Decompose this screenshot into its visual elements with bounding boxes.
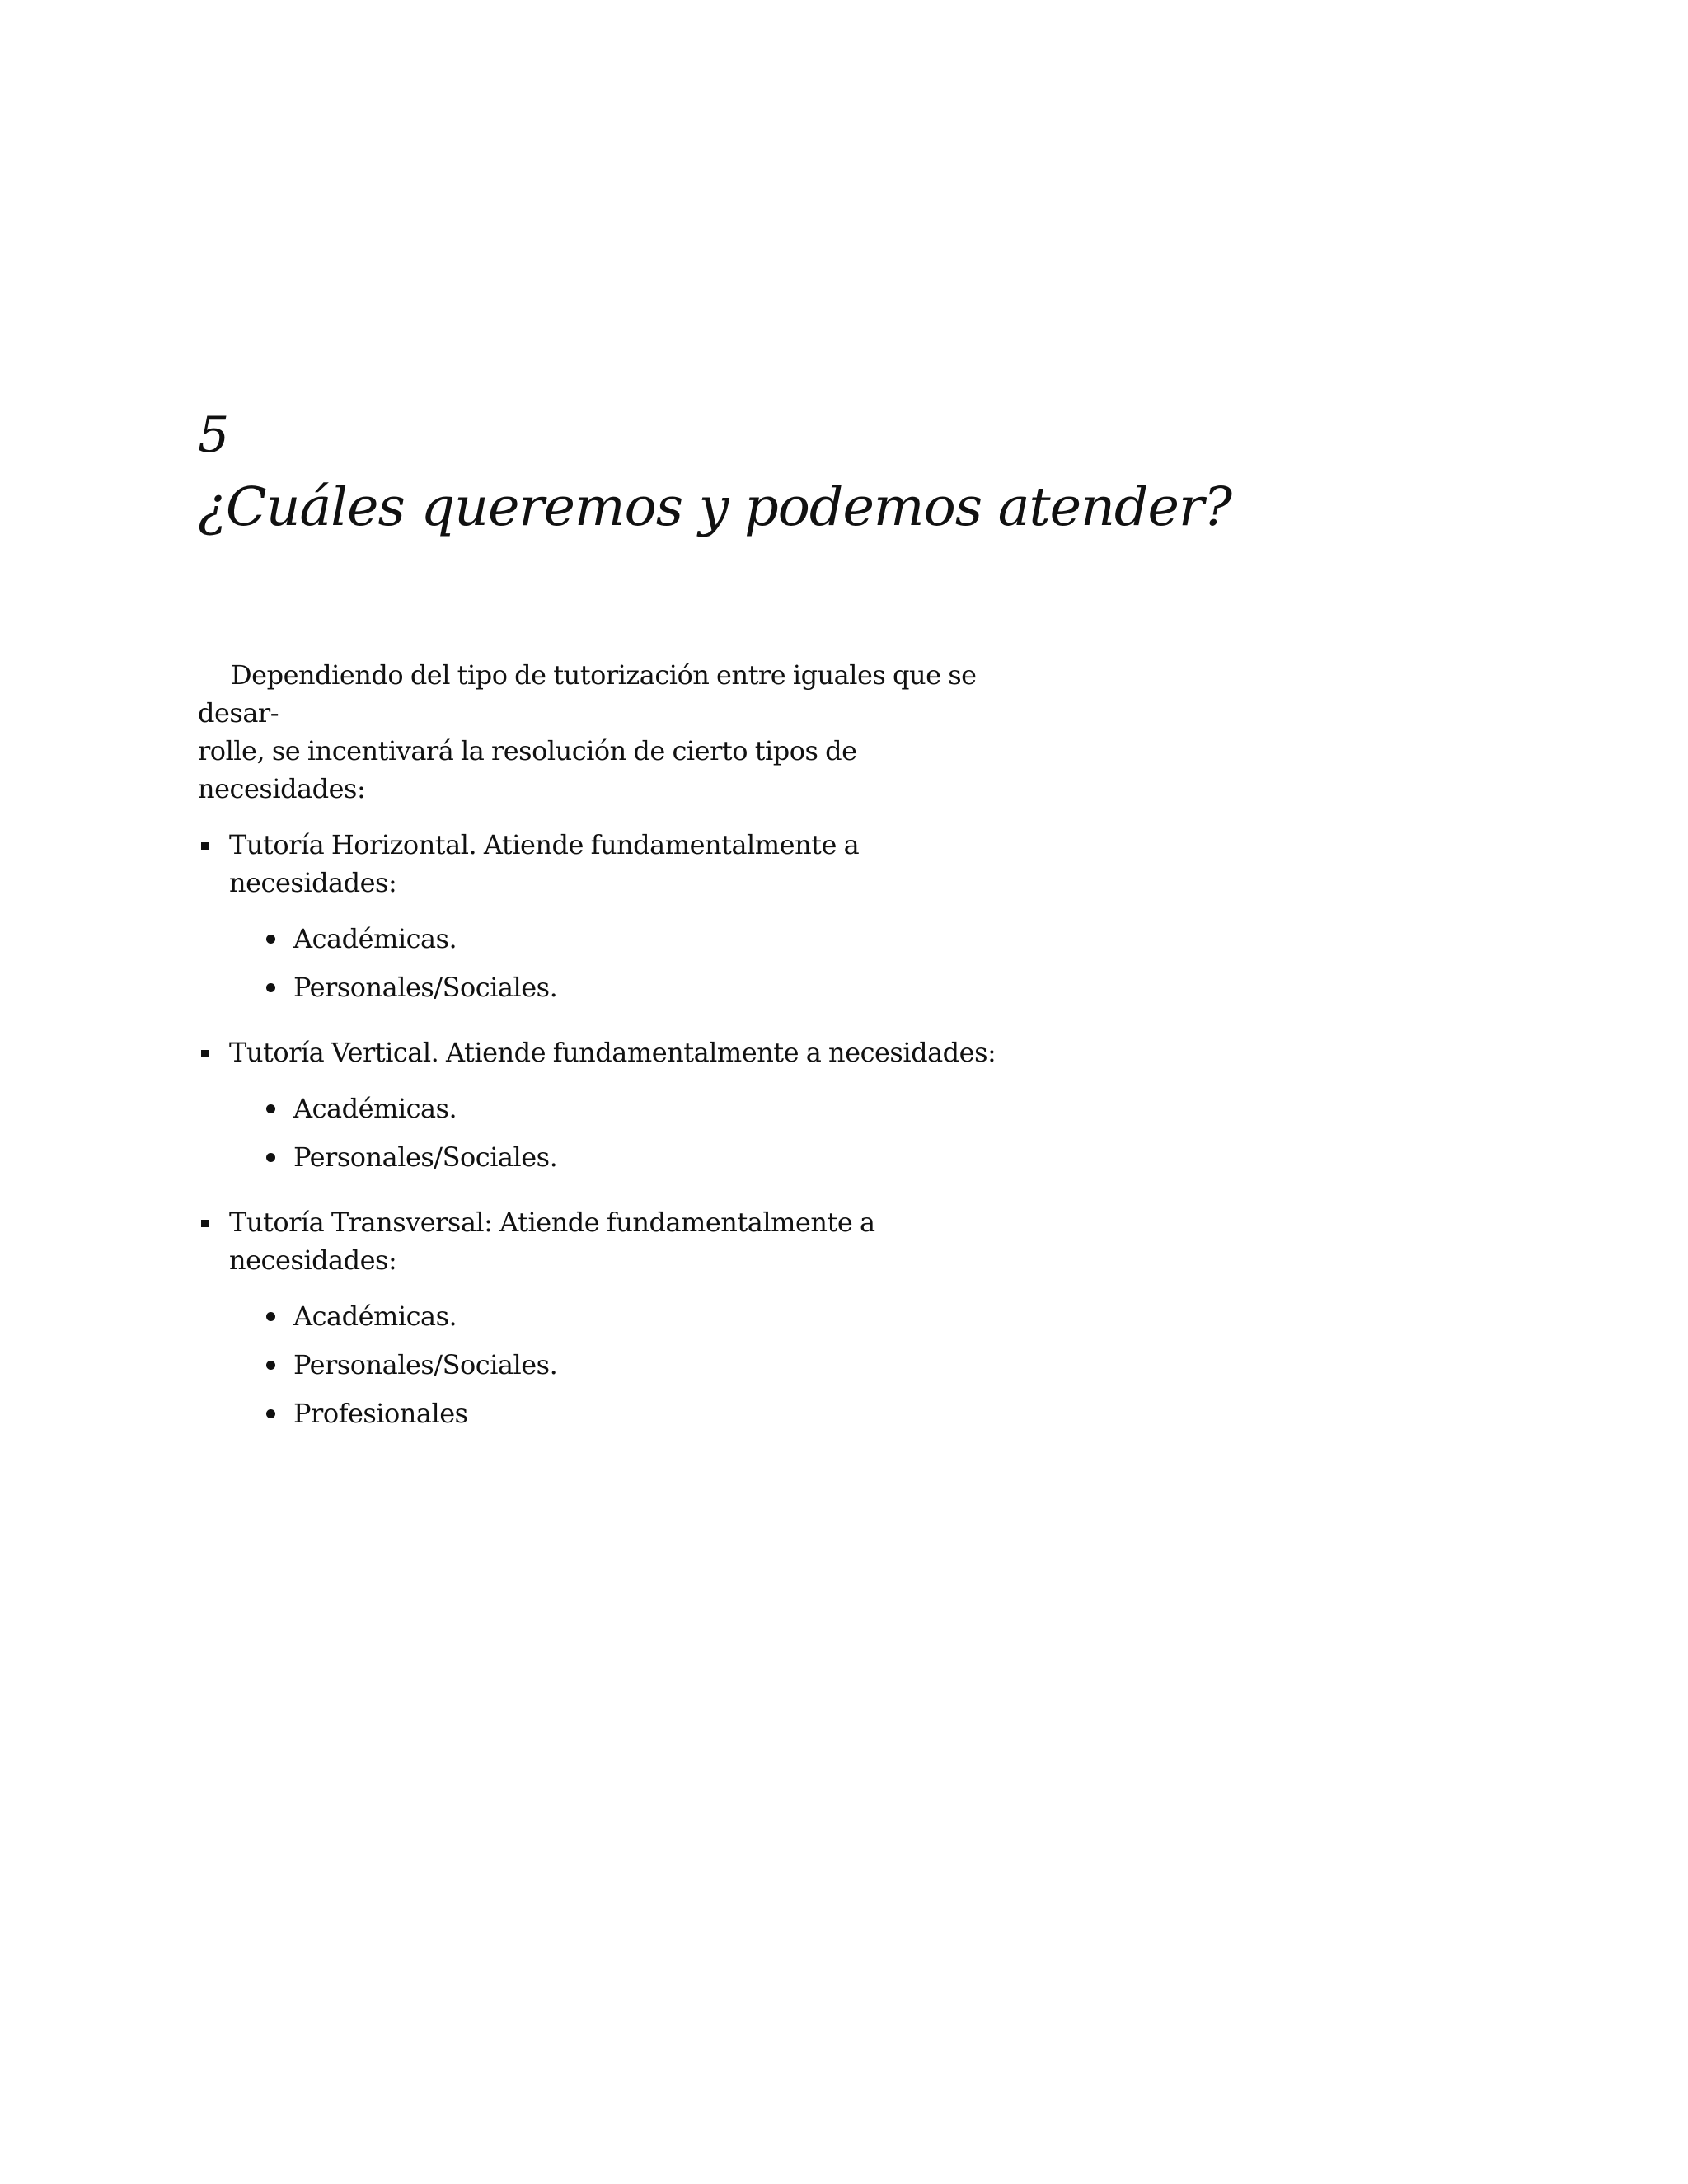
sublist-item bbox=[229, 920, 1030, 968]
sublist-item-label: Profesionales bbox=[293, 1398, 468, 1429]
sublist-item-label: Académicas. bbox=[293, 923, 457, 954]
square-bullet-icon bbox=[201, 842, 209, 850]
sublist-item bbox=[229, 1394, 1030, 1443]
bullet-icon bbox=[266, 1361, 275, 1370]
sublist-item bbox=[229, 1346, 1030, 1394]
bullet-icon bbox=[266, 1153, 275, 1162]
bullet-icon bbox=[266, 1409, 275, 1418]
sublist bbox=[229, 920, 1030, 1017]
chapter-number: 5 bbox=[198, 406, 230, 464]
sublist-item-label: Académicas. bbox=[293, 1093, 457, 1124]
tutoring-types-list bbox=[198, 826, 1030, 1443]
sublist-item-label: Académicas. bbox=[293, 1301, 457, 1332]
list-item-vertical bbox=[198, 1033, 1030, 1187]
bullet-icon bbox=[266, 1104, 275, 1113]
list-item-transversal bbox=[198, 1203, 1030, 1443]
sublist-item bbox=[229, 1090, 1030, 1138]
sublist-item-label: Personales/Sociales. bbox=[293, 1349, 558, 1380]
square-bullet-icon bbox=[201, 1220, 209, 1227]
bullet-icon bbox=[266, 935, 275, 944]
sublist-item bbox=[229, 1297, 1030, 1346]
list-item-label: Tutoría Horizontal. Atiende fundamentalmente a necesidades: bbox=[229, 829, 860, 898]
sublist-item-label: Personales/Sociales. bbox=[293, 1141, 558, 1173]
bullet-icon bbox=[266, 983, 275, 992]
square-bullet-icon bbox=[201, 1050, 209, 1057]
chapter-title: ¿Cuáles queremos y podemos atender? bbox=[198, 476, 1231, 538]
intro-line-2: rolle, se incentivará la resolución de cierto tipos de necesidades: bbox=[198, 735, 857, 804]
chapter-body bbox=[198, 656, 1030, 1443]
intro-line-1: Dependiendo del tipo de tutorización entre iguales que se desar- bbox=[198, 659, 977, 729]
sublist-item bbox=[229, 1138, 1030, 1187]
list-item-horizontal bbox=[198, 826, 1030, 1017]
intro-paragraph bbox=[198, 656, 1030, 808]
sublist-item-label: Personales/Sociales. bbox=[293, 972, 558, 1003]
sublist bbox=[229, 1090, 1030, 1187]
list-item-label: Tutoría Transversal: Atiende fundamentalmente a necesidades: bbox=[229, 1207, 875, 1276]
sublist-item bbox=[229, 968, 1030, 1017]
sublist bbox=[229, 1297, 1030, 1443]
list-item-label: Tutoría Vertical. Atiende fundamentalmente a necesidades: bbox=[229, 1037, 996, 1068]
bullet-icon bbox=[266, 1312, 275, 1321]
